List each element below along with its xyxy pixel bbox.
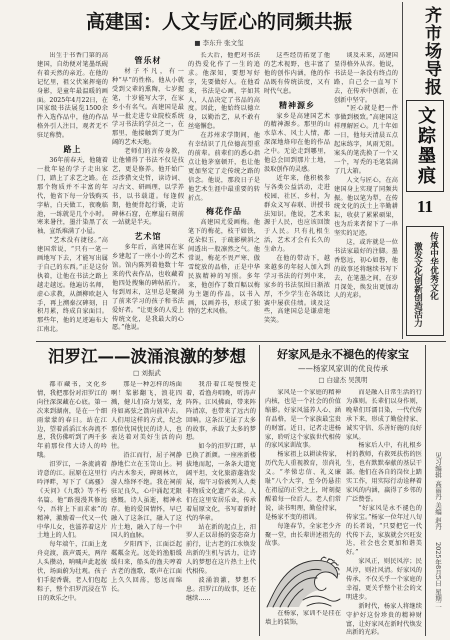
miluo-article-title: 汨罗江——波涌浪激的梦想 <box>48 347 246 366</box>
paragraph: 高建国尤爱画梅。他笔下的梅花，枝干如铁，花朵似玉，于疏影横斜之间透出一股凛然之气。他常说，梅花不畏严寒、傲雪绽放的品格，正是中华民族精神的写照。多年来，他创作了数百幅以梅为主题的作品，以书入画，以画养书，形成了独特的艺术风格。 <box>188 219 260 316</box>
subhead-guanlecai: 管乐材 <box>134 56 162 65</box>
jiafeng-column-1 <box>265 389 341 636</box>
section-title-box <box>406 100 444 192</box>
top-article-column-5 <box>334 52 398 338</box>
top-article-column-2 <box>112 52 184 338</box>
paragraph: 汨罗江，一条流淌着诗意的江。屈原在这里行吟泽畔，写下了《离骚》《天问》《九歌》等不朽名篇。他“路漫漫其修远兮，吾将上下而求索”的精神，激励着一代又一代中华儿女，也滋养着这片土地上的人们。 <box>37 461 107 540</box>
paragraph: 波涌浪激，梦想不息。汨罗江的故事，还在继续…… <box>186 576 256 602</box>
paragraph: 如今的汨罗江畔，早已换了新颜。一座座新楼拔地而起，一条条大道宽阔平坦，文化旅游蓬勃发展，端午习俗被列入人类非物质文化遗产名录。人们在这里安居乐业，传承着屈原文化，书写着新时代的华章。 <box>186 443 256 522</box>
miluo-column-1 <box>37 381 107 636</box>
top-article-byline: ■ 李东升 张文玺 <box>194 39 244 47</box>
paragraph: 材子不凡，有一种“早”的性格。他从小就受到父辈的熏陶，七岁握笔，十岁能写大字，在家乡小有名气。高建国是最早一批走进专业院校系统学习书法的学员之一，在那里，他接触到了更为广阔的艺术天地。 <box>112 68 184 147</box>
jiafeng-column-1-text <box>265 389 341 548</box>
paragraph: 杨家祖上以耕读传家，历代先人重视教育，崇尚礼义。“孝悌忠信、礼义廉耻”八个大字，至今仍悬挂在祖屋的正堂之上，时刻提醒着每一位后人。老人们常说，读书明理，勤俭持家，是杨家不变的祖训。 <box>265 451 341 521</box>
section-title: 文踪墨痕 <box>415 106 436 186</box>
paragraph: 都市藏书，文化乡情，我把那份对汨罗江的向往深深藏在心底。第一次来到湖南，是在一个细雨蒙蒙的春日。站在江边，望着滔滔江水奔流不息，我仿佛听到了两千多年前那位伟大诗人的吟哦。 <box>37 381 107 460</box>
slogan-box <box>406 226 444 336</box>
subhead-jingshenyuanxiang: 精神源乡 <box>279 100 315 110</box>
paragraph: 人文与匠心，在高建国身上实现了同频共振。他以笔为犁，在传统文化的沃土上辛勤耕耘，收获了累累硕果，也为后来者留下了一串坚实的足迹。 <box>334 176 398 238</box>
paragraph: 家风正，则民风淳；民风淳，则社风清。好家风的传承，不仅关乎一个家庭的幸福，更关乎整个社会的文明进步。 <box>346 558 422 601</box>
paragraph: 长大后，他把对书法的热爱化作了一生的追求。他深知，要想写好字，先要做好人。在他看来，书法是心画，字如其人，人品决定了书品的高度。因此，他始终以德立身，以勤治艺，从不敢有丝毫懈怠。 <box>188 52 260 131</box>
paragraph: 这，或许就是一位书法家最好的注脚。墨香悠远，初心如磐，他的故事还将继续书写下去，在笔墨之间，在岁月深处，焕发出更加动人的光彩。 <box>334 239 398 300</box>
top-article-column-4 <box>264 52 330 338</box>
issue-date: 2025年8月5日 星期二 <box>434 541 442 608</box>
rule-credits <box>425 345 426 636</box>
paragraph: “匠心就是把一件事做到极致。”高建国这样理解匠心。几十年如一日，他每天清晨五点起床练字，风雨无阻。案头的笔洗换了一个又一个，写秃的毛笔装满了几大箱。 <box>334 105 398 175</box>
paragraph: 36年前春天，他随着一批年轻的学子走出家门，踏上了求艺之路。在那个物质并不丰富的年代，他省下每一分钱购买字帖，白天做工，夜晚临池，一练就是几个小时。寒来暑往，墨汁染黑了衣袖，宣纸堆满了小屋。 <box>37 157 108 236</box>
miluo-column-2 <box>111 381 182 636</box>
subhead-lushang: 路上 <box>63 145 82 155</box>
top-article-title: 高建国：人文与匠心的同频共振 <box>85 11 352 33</box>
paragraph: 这些经历拓宽了他的艺术视野，也丰富了他的创作内涵，他的作品既有传统法度，又有时代气息。 <box>264 52 330 95</box>
paragraph: “艺术没有捷径。”高建国常说，“只有一笔一画地写下去，才能写出属于自己的东西。”正是这份执着，让他在书法之路上越走越远。他遍访名师，虚心求教，从颜柳欧赵入手，再上溯秦汉碑刻，日积月累，终成自家面目。那些年，他的足迹遍布大江南北。 <box>37 237 108 334</box>
wave-body <box>267 560 338 607</box>
paragraph: 站在新的起点上，汨罗人正以昂扬的姿态奋力前行，让古老的江水焕发出新的生机与活力，让诗人的梦想在这片热土上代代相传。 <box>186 523 256 576</box>
jiafeng-column-1-continued <box>265 610 341 636</box>
paragraph: 在苏州求学期间，他有幸结识了几位德高望重的前辈。前辈们的悉心指点让他茅塞顿开，也让他更加坚定了走传统之路的信念。他说，那段日子是他艺术生涯中最重要的转折点。 <box>188 132 260 202</box>
paragraph: 新时代，杨家人将继续守护好这份珍贵的精神财富，让好家风在新时代焕发出新的光彩。 <box>346 602 422 636</box>
paragraph: 每逢春节，全家老少齐聚一堂，由长辈讲述祖先的故事。 <box>265 522 341 548</box>
wave-illustration <box>265 550 341 608</box>
paragraph: 家乡是高建国艺术的精神源乡。那里的山水草木、风土人情，都深深地烙印在他的作品之中。无论走到哪里，他总会回到那片土地，汲取创作的灵感。 <box>264 112 330 173</box>
jiafeng-article-subtitle: ——杨家风家训的优良传承 <box>298 364 388 373</box>
paragraph: 那是一种怎样的场面啊！桨影翻飞，浪花四溅，健儿们奋力划桨，龙舟如离弦之箭向前冲去。人们用这样的方式，纪念那位忧国忧民的诗人，也表达着对美好生活的向往。 <box>111 381 182 451</box>
jiafeng-article-byline: □ 白建杰 吴凯明 <box>318 376 368 384</box>
jiafeng-article-title: 好家风是永不褪色的传家宝 <box>277 348 409 361</box>
paragraph: 在他的带动下，越来越多的年轻人加入到学习书法的行列中来，家乡的书法氛围日渐浓厚，不少学生在各级比赛中屡获佳绩。谈及这些，高建国总是谦虚地笑笑。 <box>264 255 330 325</box>
rule-horizontal-divider <box>36 341 446 342</box>
miluo-article-byline: □ 刘振武 <box>133 369 161 377</box>
top-article-column-3 <box>188 52 260 338</box>
wave-drawing <box>265 550 341 608</box>
paragraph: 多年后，高建国在家乡建起了一座小小的艺术馆。馆内陈列着他数十年来的代表作品，也收藏着他四处搜集的碑帖拓片。每到周末，这里总是聚满了前来学习的孩子和书法爱好者。“让更多的人爱上传统文化，是我最大的心愿。”他说。 <box>112 244 184 332</box>
rule-bottom-articles <box>259 345 260 636</box>
paragraph: 夕阳西下，江面泛起粼粼金光。远处的渔船缓缓归来，船头的渔夫哼着古老的渔歌，歌声在江面上久久回荡，悠远而绵长。 <box>111 541 182 593</box>
paragraph: 家风是一个家庭的精神内核，也是一个社会的价值缩影。好家风滋养人心、涵育品格，是一个家族最宝贵的财富。近日，记者走进杨家，聆听这个家族世代相传的家风家训故事。 <box>265 389 341 450</box>
editor-credits <box>430 452 444 636</box>
page-number: 11 <box>416 197 434 216</box>
paragraph: 而是融入日常生活的行为准则。长辈们以身作则，晚辈们耳濡目染，一代代传承下来，形成了勤俭持家、诚实守信、乐善好施的良好家风。 <box>346 389 422 441</box>
subhead-yishuguan: 艺术馆 <box>134 232 162 242</box>
jiafeng-column-2 <box>346 389 422 636</box>
top-article-column-1 <box>37 52 108 338</box>
credits-staff: 见习编辑 高丽丹 美编 赵丹 <box>434 452 442 530</box>
paragraph: “好家风是永不褪色的传家宝。”杨家一位年过八旬的长者说，“只要把它一代代传下去，家族就会兴旺发达，社会也会更加和谐美好。” <box>346 504 422 557</box>
paragraph: 近年来，他积极参与各类公益活动，走进校园、社区、乡村，为群众义写春联、讲授书法知识。他说，艺术来源于人民，也应该回馈于人民。只有扎根生活，艺术才会有长久的生命力。 <box>264 174 330 254</box>
slogan-line-1: 传承中华优秀文化 <box>428 232 439 300</box>
subhead-meihua: 梅花作品 <box>206 207 242 217</box>
rule-main-sidebar <box>402 2 403 339</box>
miluo-column-3 <box>186 381 256 636</box>
paragraph: 谈及未来，高建国显得格外从容。他说，书法是一条没有终点的路，自己会一直写下去，在传承中创新，在创新中坚守。 <box>334 52 398 104</box>
masthead-logo: 齐市场导报 <box>421 6 441 96</box>
paragraph: 每年端午，江面上龙舟竞渡，鼓声震天，两岸人头攒动，呐喊声此起彼伏，场面蔚为壮观。孩子们手提香囊，老人们包起粽子，整个汨罗沉浸在节日的欢乐之中。 <box>37 541 107 602</box>
paragraph: 出生于书香门第的高建国，自幼便对笔墨纸砚有着天然的亲近。在他的记忆里，祖父伏案挥毫的身影，是童年最温暖的画面。2025年4月22日，在国家级书法展览1500余件入选作品中，他的作品格外引人注目，观者无不驻足称赞。 <box>37 52 108 140</box>
paragraph: 老师们的言传身教，让他懂得了书法不仅是技艺，更是修养。他开始广泛涉猎文史哲，读诗词、习古文、研画理，以学养书，以书载道。每逢假期，他便背起行囊，走访碑林石窟，在摩崖石刻前一站就是半天。 <box>112 148 184 227</box>
paragraph: 在杨家，家训不是挂在墙上的装饰， <box>265 610 341 626</box>
paragraph: 沿江而行，屈子祠静静地伫立在玉笥山上。祠内古木参天，碑刻林立，游人络绎不绝。我在祠前驻足良久，心中涌起无限感慨。诗人虽逝，精神永存。他的爱国情怀，早已融入了这条江，融入了这片土地，融入了每一个中国人的血脉。 <box>111 452 182 540</box>
slogan-line-2: 激发文化创新创造活力 <box>412 242 423 327</box>
paragraph: 我沿着江堤慢慢走着，看渔舟唱晚，听涛声阵阵。江风拂面，带来阵阵清凉，也带来了远古的回响。这条江见证了太多的故事，承载了太多的梦想。 <box>186 381 256 442</box>
paragraph: 杨家后人中，有扎根乡村的教师，有救死扶伤的医生，也有默默奉献的基层干部。他们在各自的岗位上踏实工作，用实际行动诠释着家风的内涵，赢得了乡邻的广泛赞誉。 <box>346 442 422 503</box>
